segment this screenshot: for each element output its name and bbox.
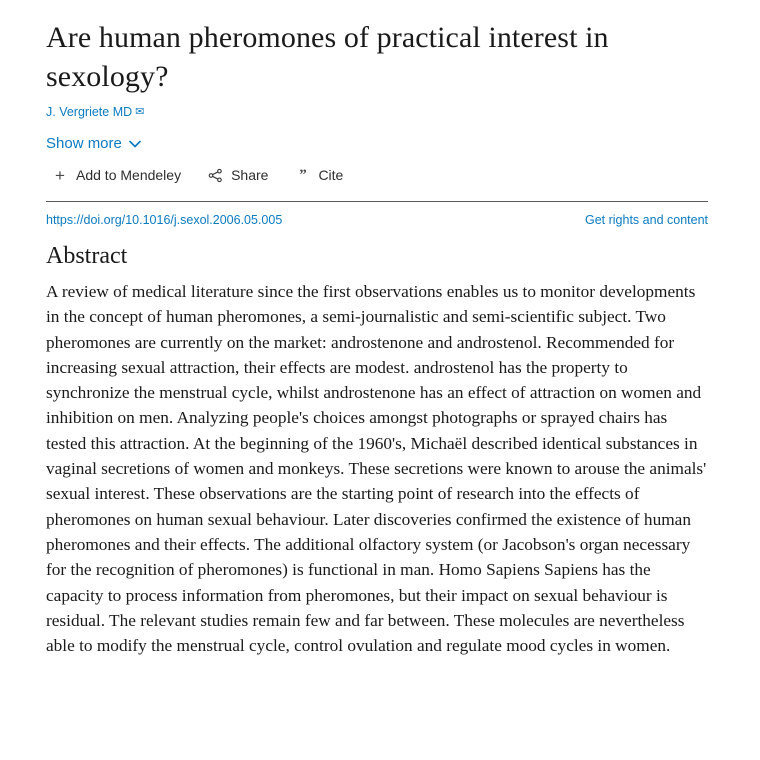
divider [46,201,708,202]
add-to-mendeley-button[interactable] [52,167,181,183]
author-line [46,105,708,119]
quote-icon: ” [299,166,306,183]
show-more-label: Show more [46,135,122,152]
share-label: Share [231,167,269,183]
author-name[interactable]: J. Vergriete MD [46,105,133,119]
chevron-down-icon [129,138,140,149]
share-button[interactable] [207,167,268,183]
cite-button[interactable] [294,167,343,183]
abstract-text: A review of medical literature since the first observations enables us to monitor developments in the concept of human pheromones, a semi-journalistic and semi-scientific subject. Two pheromones are currently on the market: androstenone and androstenol. Recommended for increasing sexual attraction, their effects are modest. androstenol has the property to synchronize the menstrual cycle, whilst androstenone has an effect of attraction on women and inhibition on men. Analyzing people's choices amongst photographs or sprayed chairs has tested this attraction. At the beginning of the 1960's, Michaël described identical substances in vaginal secretions of women and monkeys. These secretions were known to arouse the animals' sexual interest. These observations are the starting point of research into the effects of pheromones on human sexual behaviour. Later discoveries confirmed the existence of human pheromones and their effects. The additional olfactory system (or Jacobson's organ necessary for the recognition of pheromones) is functional in man. Homo Sapiens Sapiens has the capacity to process information from pheromones, but their impact on sexual behaviour is residual. The relevant studies remain few and far between. These molecules are nevertheless able to modify the menstrual cycle, control ovulation and regulate mood cycles in women. [46,282,707,656]
show-more-button[interactable] [46,135,140,152]
abstract-heading: Abstract [46,243,128,269]
cite-label: Cite [318,167,344,183]
page-title: Are human pheromones of practical interest in sexology? [46,21,609,93]
add-to-mendeley-label: Add to Mendeley [76,167,182,183]
doi-row [46,213,708,227]
plus-icon: + [55,165,65,185]
envelope-icon[interactable]: ✉ [135,106,145,118]
share-icon [207,167,223,183]
action-bar [46,167,708,183]
doi-link[interactable]: https://doi.org/10.1016/j.sexol.2006.05.005 [46,213,283,227]
get-rights-and-content-link[interactable]: Get rights and content [585,213,708,227]
